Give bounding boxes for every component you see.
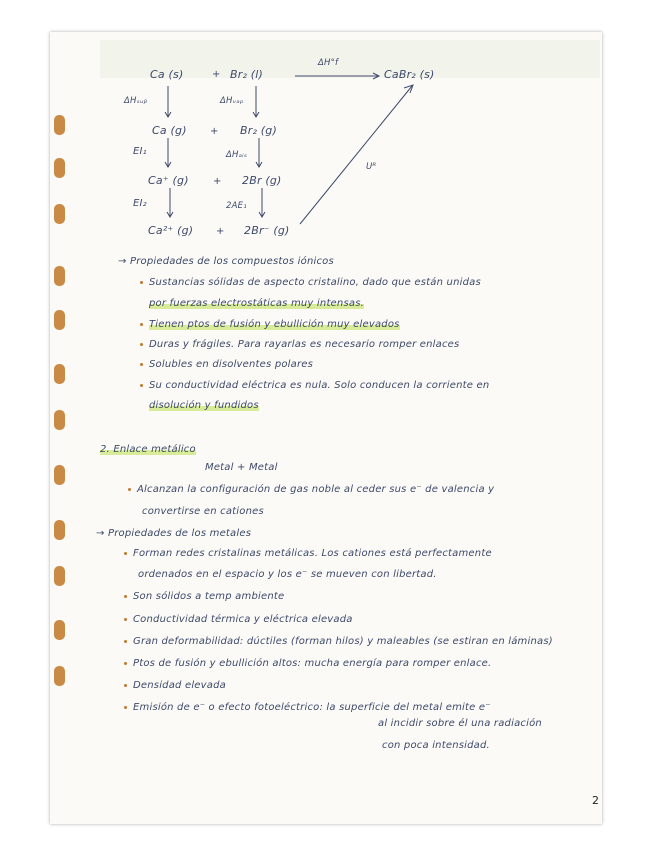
- bullet-icon: [124, 552, 127, 555]
- highlighted-text: por fuerzas electrostáticas muy intensas.: [149, 298, 364, 309]
- ionic-item: [140, 319, 400, 330]
- metallic-bond-subheading: Metal + Metal: [205, 462, 278, 473]
- species-ca-gas: Ca (g): [152, 124, 187, 137]
- metals-item: Densidad elevada: [124, 680, 226, 691]
- species-ca-solid: Ca (s): [150, 68, 184, 81]
- bullet-icon: [124, 684, 127, 687]
- ionic-properties-heading: → Propiedades de los compuestos iónicos: [118, 256, 334, 267]
- bullet-icon: [124, 640, 127, 643]
- ionic-item: Solubles en disolventes polares: [140, 359, 313, 370]
- species-br-gas: 2Br (g): [242, 174, 282, 187]
- ionic-item-cont: [149, 298, 364, 309]
- label-ionization-1: EI₁: [133, 146, 147, 157]
- plus-sign: +: [210, 126, 219, 137]
- metals-item: Gran deformabilidad: dúctiles (forman hilos) y maleables (se estiran en láminas): [124, 636, 553, 647]
- highlighted-text: disolución y fundidos: [149, 400, 259, 411]
- bullet-icon: [124, 618, 127, 621]
- bullet-icon: [140, 384, 143, 387]
- metals-item: Forman redes cristalinas metálicas. Los cationes está perfectamente: [124, 548, 492, 559]
- metallic-item-cont: convertirse en cationes: [142, 506, 264, 517]
- metals-item: Conductividad térmica y eléctrica elevada: [124, 614, 353, 625]
- bullet-icon: [124, 706, 127, 709]
- bullet-icon: [124, 662, 127, 665]
- species-br2-liquid: Br₂ (l): [230, 68, 264, 81]
- bullet-icon: [140, 281, 143, 284]
- metals-item: Son sólidos a temp ambiente: [124, 591, 284, 602]
- highlighted-text: 2. Enlace metálico: [100, 444, 196, 455]
- ionic-item: Duras y frágiles. Para rayarlas es necesario romper enlaces: [140, 339, 459, 350]
- metals-properties-heading: → Propiedades de los metales: [96, 528, 252, 539]
- metallic-item: Alcanzan la configuración de gas noble al ceder sus e⁻ de valencia y: [128, 484, 494, 495]
- label-lattice-energy: Uᴿ: [366, 162, 377, 172]
- label-dissociation: ΔHₐᵢₛ: [226, 150, 248, 160]
- label-sublimation: ΔHₛᵤᵦ: [124, 96, 148, 106]
- metals-item: Emisión de e⁻ o efecto fotoeléctrico: la superficie del metal emite e⁻: [124, 702, 491, 713]
- metals-item-cont: con poca intensidad.: [382, 740, 490, 751]
- label-formation-enthalpy: ΔH°f: [318, 58, 339, 68]
- plus-sign: +: [216, 226, 225, 237]
- bullet-icon: [140, 323, 143, 326]
- species-ca-dication: Ca²⁺ (g): [148, 224, 194, 237]
- metals-item-cont: ordenados en el espacio y los e⁻ se mueven con libertad.: [138, 569, 437, 580]
- ionic-item: Su conductividad eléctrica es nula. Solo conducen la corriente en: [140, 380, 489, 391]
- label-ionization-2: EI₂: [133, 198, 147, 209]
- bullet-icon: [124, 595, 127, 598]
- species-cabr2-solid: CaBr₂ (s): [384, 68, 435, 81]
- species-ca-cation: Ca⁺ (g): [148, 174, 189, 187]
- metallic-bond-heading: [100, 444, 196, 455]
- metals-item: Ptos de fusión y ebullición altos: mucha energía para romper enlace.: [124, 658, 491, 669]
- plus-sign: +: [212, 69, 221, 80]
- species-br-anion: 2Br⁻ (g): [244, 224, 290, 237]
- page-number: 2: [592, 794, 599, 807]
- label-vaporization: ΔHᵥₐₚ: [220, 96, 244, 106]
- bullet-icon: [128, 488, 131, 491]
- label-electron-affinity: 2AE₁: [226, 201, 247, 211]
- highlighted-text: Tienen ptos de fusión y ebullición muy elevados: [149, 319, 400, 330]
- bullet-icon: [140, 343, 143, 346]
- ionic-item-cont: [149, 400, 259, 411]
- bullet-icon: [140, 363, 143, 366]
- metals-item-cont: al incidir sobre él una radiación: [378, 718, 542, 729]
- plus-sign: +: [213, 176, 222, 187]
- ionic-item: Sustancias sólidas de aspecto cristalino, dado que están unidas: [140, 277, 481, 288]
- species-br2-gas: Br₂ (g): [240, 124, 277, 137]
